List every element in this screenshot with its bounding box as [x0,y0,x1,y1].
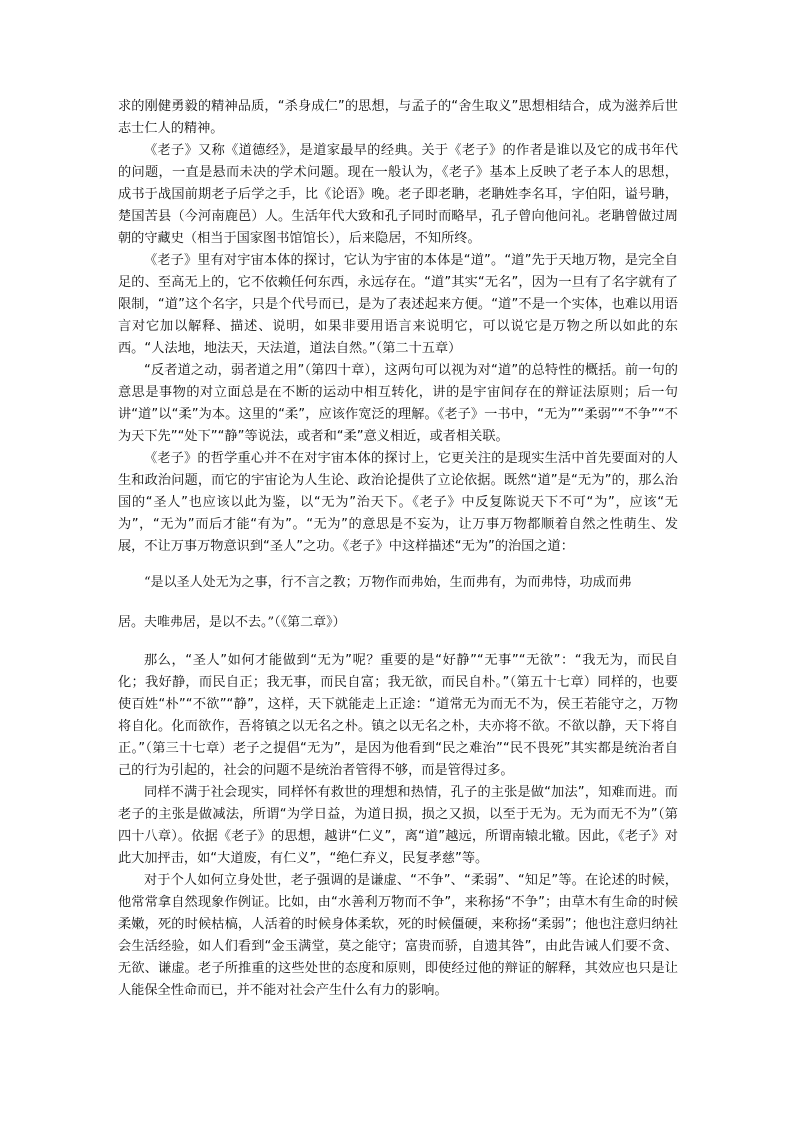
quote-line: “是以圣人处无为之事，行不言之教；万物作而弗始，生而弗有，为而弗恃，功成而弗 [144,575,632,590]
paragraph: “反者道之动，弱者道之用”（第四十章），这两句可以视为对“道”的总特性的概括。前一句的意思是事物的对立面总是在不断的运动中相互转化，讲的是宇宙间存在的辩证法原则；后一句讲“道”以“柔”为本。这里的“柔”，应该作宽泛的理解。《老子》一书中，“无为”“柔弱”“不争”“不为天下先”“处下”“静”等说法，或者和“柔”意义相近，或者相关联。 [118,363,678,444]
paragraph: 《老子》的哲学重心并不在对宇宙本体的探讨上，它更关注的是现实生活中首先要面对的人生和政治问题，而它的宇宙论为人生论、政治论提供了立论依据。既然“道”是“无为”的，那么治国的“圣人”也应该以此为鉴，以“无为”治天下。《老子》中反复陈说天下不可“为”，应该“无为”，“无为”而后才能“有为”。“无为”的意思是不妄为，让万事万物都顺着自然之性萌生、发展，不让万事万物意识到“圣人”之功。《老子》中这样描述“无为”的治国之道： [118,451,678,554]
paragraph: 《老子》又称《道德经》，是道家最早的经典。关于《老子》的作者是谁以及它的成书年代的问题，一直是悬而未决的学术问题。现在一般认为，《老子》基本上反映了老子本人的思想，成书于战国前期老子后学之手，比《论语》晚。老子即老聃，老聃姓李名耳，字伯阳，谥号聃，楚国苦县（今河南鹿邑）人。生活年代大致和孔子同时而略早，孔子曾向他问礼。老聃曾做过周朝的守藏史（相当于国家图书馆馆长），后来隐居，不知所终。 [118,143,678,246]
paragraph: 对于个人如何立身处世，老子强调的是谦虚、“不争”、“柔弱”、“知足”等。在论述的时候，他常常拿自然现象作例证。比如，由“水善利万物而不争”，来称扬“不争”；由草木有生命的时候柔嫩，死的时候枯槁，人活着的时候身体柔软，死的时候僵硬，来称扬“柔弱”；他也注意归纳社会生活经验，如人们看到“金玉满堂，莫之能守；富贵而骄，自遗其咎”，由此告诫人们要不贪、无欲、谦虚。老子所推重的这些处世的态度和原则，即使经过他的辩证的解释，其效应也只是让人能保全性命而已，并不能对社会产生什么有力的影响。 [118,873,678,998]
paragraph: 《老子》里有对宇宙本体的探讨，它认为宇宙的本体是“道”。“道”先于天地万物，是完全自足的、至高无上的，它不依赖任何东西，永远存在。“道”其实“无名”，因为一旦有了名字就有了限制，“道”这个名字，只是个代号而已，是为了表述起来方便。“道”不是一个实体，也难以用语言对它加以解释、描述、说明，如果非要用语言来说明它，可以说它是万物之所以如此的东西。“人法地，地法天，天法道，道法自然。”（第二十五章） [118,253,678,356]
quote-line: 居。夫唯弗居，是以不去。”（《第二章》） [118,615,346,630]
document-page [118,96,678,1002]
paragraph: 求的刚健勇毅的精神品质，“杀身成仁”的思想，与孟子的“舍生取义”思想相结合，成为滋养后世志士仁人的精神。 [118,99,678,136]
paragraph: 同样不满于社会现实，同样怀有救世的理想和热情，孔子的主张是做“加法”，知难而进。而老子的主张是做减法，所谓“为学日益，为道日损，损之又损，以至于无为。无为而无不为”（第四十八章）。依据《老子》的思想，越讲“仁义”，离“道”越远，所谓南辕北辙。因此，《老子》对此大加抨击，如“大道废，有仁义”，“绝仁弃义，民复孝慈”等。 [118,785,678,866]
paragraph: 那么，“圣人”如何才能做到“无为”呢？重要的是“好静”“无事”“无欲”：“我无为，而民自化；我好静，而民自正；我无事，而民自富；我无欲，而民自朴。”（第五十七章）同样的，也要使百姓“朴”“不欲”“静”，这样，天下就能走上正途：“道常无为而无不为，侯王若能守之，万物将自化。化而欲作，吾将镇之以无名之朴。镇之以无名之朴，夫亦将不欲。不欲以静，天下将自正。”（第三十七章）老子之提倡“无为”，是因为他看到“民之难治”“民不畏死”其实都是统治者自己的行为引起的，社会的问题不是统治者管得不够，而是管得过多。 [118,653,678,778]
